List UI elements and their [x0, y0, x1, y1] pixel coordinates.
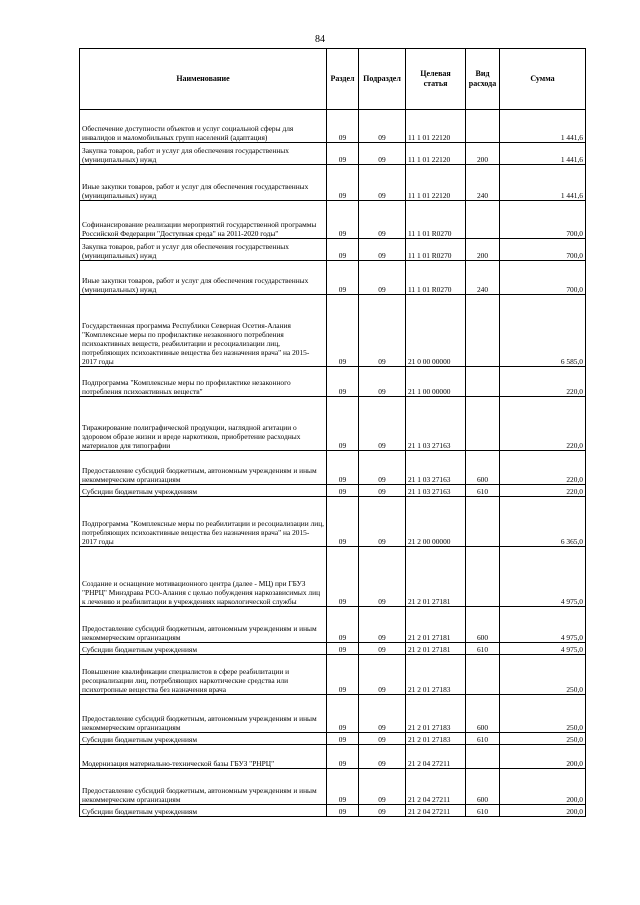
col-header-expense: Вид расхода [466, 49, 500, 110]
cell-name: Повышение квалификации специалистов в сфере реабилитации и ресоциализации лиц, потребляющих наркотические средства или психотропные вещества без назначения врача [80, 655, 327, 695]
table-row [80, 110, 586, 143]
table-row [80, 165, 586, 201]
cell-name: Предоставление субсидий бюджетным, автономным учреждениям и иным некоммерческим организациям [80, 607, 327, 643]
cell-name: Обеспечение доступности объектов и услуг социальной сферы для инвалидов и маломобильных групп населений (адаптация) [80, 110, 327, 143]
table-row [80, 547, 586, 607]
cell-subsection: 09 [359, 143, 406, 165]
cell-expense [466, 367, 500, 397]
cell-section: 09 [327, 607, 359, 643]
table-row [80, 143, 586, 165]
cell-expense [466, 201, 500, 239]
cell-target: 11 1 01 22120 [406, 143, 466, 165]
table-row [80, 643, 586, 655]
table-row [80, 201, 586, 239]
cell-subsection: 09 [359, 643, 406, 655]
cell-target: 21 1 03 27163 [406, 485, 466, 497]
cell-expense [466, 110, 500, 143]
cell-target: 21 2 01 27181 [406, 643, 466, 655]
cell-target: 21 0 00 00000 [406, 295, 466, 367]
table-body [80, 110, 586, 817]
cell-expense [466, 745, 500, 769]
table-header-row [80, 49, 586, 110]
cell-sum: 700,0 [500, 239, 586, 261]
cell-name: Модернизация материально-технической базы ГБУЗ "РНРЦ" [80, 745, 327, 769]
cell-target: 11 1 01 R0270 [406, 201, 466, 239]
table-row [80, 655, 586, 695]
cell-subsection: 09 [359, 805, 406, 817]
cell-target: 21 2 00 00000 [406, 497, 466, 547]
table-row [80, 745, 586, 769]
cell-sum: 6 365,0 [500, 497, 586, 547]
table-row [80, 607, 586, 643]
cell-expense: 200 [466, 239, 500, 261]
table-row [80, 769, 586, 805]
cell-section: 09 [327, 733, 359, 745]
page-number: 84 [315, 34, 325, 45]
cell-section: 09 [327, 497, 359, 547]
cell-subsection: 09 [359, 769, 406, 805]
cell-name: Государственная программа Республики Северная Осетия-Алания "Комплексные меры по профилактике незаконного потребления психоактивных веществ, реабилитации и ресоциализации лиц, потребляющих психоактивные вещества без назначения врача" на 2015-2017 годы [80, 295, 327, 367]
cell-section: 09 [327, 165, 359, 201]
col-header-target: Целевая статья [406, 49, 466, 110]
cell-subsection: 09 [359, 607, 406, 643]
cell-section: 09 [327, 695, 359, 733]
table-row [80, 733, 586, 745]
cell-subsection: 09 [359, 110, 406, 143]
cell-expense: 600 [466, 769, 500, 805]
cell-name: Иные закупки товаров, работ и услуг для обеспечения государственных (муниципальных) нужд [80, 165, 327, 201]
cell-expense [466, 295, 500, 367]
cell-expense: 600 [466, 695, 500, 733]
cell-sum: 200,0 [500, 805, 586, 817]
cell-target: 21 1 03 27163 [406, 397, 466, 451]
cell-expense [466, 547, 500, 607]
cell-expense: 240 [466, 165, 500, 201]
table-row [80, 451, 586, 485]
cell-expense: 200 [466, 143, 500, 165]
cell-subsection: 09 [359, 201, 406, 239]
cell-expense: 600 [466, 451, 500, 485]
cell-section: 09 [327, 643, 359, 655]
cell-sum: 1 441,6 [500, 165, 586, 201]
cell-section: 09 [327, 261, 359, 295]
col-header-subsection: Подраздел [359, 49, 406, 110]
cell-sum: 200,0 [500, 769, 586, 805]
table-row [80, 239, 586, 261]
table-row [80, 695, 586, 733]
cell-subsection: 09 [359, 239, 406, 261]
cell-sum: 220,0 [500, 451, 586, 485]
col-header-name: Наименование [80, 49, 327, 110]
cell-sum: 4 975,0 [500, 607, 586, 643]
cell-expense [466, 655, 500, 695]
cell-name: Субсидии бюджетным учреждениям [80, 643, 327, 655]
cell-section: 09 [327, 451, 359, 485]
cell-name: Подпрограмма "Комплексные меры по реабилитации и ресоциализации лиц, потребляющих психоактивные вещества без назначения врача" на 2015-2017 годы [80, 497, 327, 547]
cell-section: 09 [327, 769, 359, 805]
table-row [80, 497, 586, 547]
cell-expense: 610 [466, 643, 500, 655]
cell-sum: 6 585,0 [500, 295, 586, 367]
cell-target: 21 2 04 27211 [406, 805, 466, 817]
cell-name: Тиражирование полиграфической продукции, наглядной агитации о здоровом образе жизни и вреде наркотиков, приобретение расходных материалов для типографии [80, 397, 327, 451]
cell-sum: 220,0 [500, 485, 586, 497]
cell-sum: 250,0 [500, 655, 586, 695]
cell-section: 09 [327, 110, 359, 143]
cell-sum: 1 441,6 [500, 110, 586, 143]
col-header-sum: Сумма [500, 49, 586, 110]
budget-table [79, 48, 586, 817]
cell-subsection: 09 [359, 295, 406, 367]
cell-target: 11 1 01 R0270 [406, 261, 466, 295]
cell-name: Предоставление субсидий бюджетным, автономным учреждениям и иным некоммерческим организациям [80, 451, 327, 485]
cell-name: Предоставление субсидий бюджетным, автономным учреждениям и иным некоммерческим организациям [80, 769, 327, 805]
cell-target: 21 1 00 00000 [406, 367, 466, 397]
col-header-section: Раздел [327, 49, 359, 110]
cell-section: 09 [327, 745, 359, 769]
cell-subsection: 09 [359, 367, 406, 397]
cell-target: 21 1 03 27163 [406, 451, 466, 485]
cell-sum: 700,0 [500, 201, 586, 239]
cell-subsection: 09 [359, 695, 406, 733]
cell-sum: 4 975,0 [500, 643, 586, 655]
table-row [80, 485, 586, 497]
cell-section: 09 [327, 201, 359, 239]
table-row [80, 805, 586, 817]
cell-expense [466, 397, 500, 451]
cell-subsection: 09 [359, 165, 406, 201]
cell-name: Иные закупки товаров, работ и услуг для обеспечения государственных (муниципальных) нужд [80, 261, 327, 295]
cell-sum: 4 975,0 [500, 547, 586, 607]
cell-sum: 1 441,6 [500, 143, 586, 165]
cell-expense: 610 [466, 733, 500, 745]
cell-section: 09 [327, 143, 359, 165]
cell-target: 11 1 01 R0270 [406, 239, 466, 261]
cell-target: 21 2 01 27183 [406, 695, 466, 733]
cell-target: 21 2 01 27181 [406, 607, 466, 643]
cell-section: 09 [327, 295, 359, 367]
cell-name: Создание и оснащение мотивационного центра (далее - МЦ) при ГБУЗ "РНРЦ" Минздрава РСО-Алания с целью побуждения наркозависимых лиц к лечению и реабилитации в учреждениях наркологической службы [80, 547, 327, 607]
cell-name: Подпрограмма "Комплексные меры по профилактике незаконного потребления психоактивных веществ" [80, 367, 327, 397]
cell-expense: 610 [466, 805, 500, 817]
cell-section: 09 [327, 805, 359, 817]
cell-name: Субсидии бюджетным учреждениям [80, 733, 327, 745]
cell-expense: 610 [466, 485, 500, 497]
cell-section: 09 [327, 547, 359, 607]
cell-sum: 250,0 [500, 695, 586, 733]
cell-name: Софинансирование реализации мероприятий государственной программы Российской Федерации "Доступная среда" на 2011-2020 годы" [80, 201, 327, 239]
cell-sum: 250,0 [500, 733, 586, 745]
cell-expense: 600 [466, 607, 500, 643]
cell-subsection: 09 [359, 547, 406, 607]
cell-subsection: 09 [359, 261, 406, 295]
cell-subsection: 09 [359, 451, 406, 485]
cell-expense: 240 [466, 261, 500, 295]
cell-target: 21 2 01 27183 [406, 655, 466, 695]
cell-section: 09 [327, 397, 359, 451]
cell-subsection: 09 [359, 497, 406, 547]
cell-target: 21 2 01 27183 [406, 733, 466, 745]
cell-name: Субсидии бюджетным учреждениям [80, 805, 327, 817]
table-row [80, 261, 586, 295]
table-row [80, 295, 586, 367]
cell-name: Предоставление субсидий бюджетным, автономным учреждениям и иным некоммерческим организациям [80, 695, 327, 733]
cell-subsection: 09 [359, 397, 406, 451]
cell-sum: 200,0 [500, 745, 586, 769]
cell-target: 11 1 01 22120 [406, 165, 466, 201]
cell-expense [466, 497, 500, 547]
cell-sum: 700,0 [500, 261, 586, 295]
cell-section: 09 [327, 655, 359, 695]
cell-name: Субсидии бюджетным учреждениям [80, 485, 327, 497]
cell-target: 21 2 04 27211 [406, 769, 466, 805]
cell-target: 21 2 01 27181 [406, 547, 466, 607]
cell-section: 09 [327, 485, 359, 497]
cell-name: Закупка товаров, работ и услуг для обеспечения государственных (муниципальных) нужд [80, 239, 327, 261]
cell-section: 09 [327, 239, 359, 261]
cell-sum: 220,0 [500, 397, 586, 451]
cell-target: 21 2 04 27211 [406, 745, 466, 769]
cell-section: 09 [327, 367, 359, 397]
table-row [80, 367, 586, 397]
table-row [80, 397, 586, 451]
cell-subsection: 09 [359, 485, 406, 497]
cell-subsection: 09 [359, 655, 406, 695]
cell-sum: 220,0 [500, 367, 586, 397]
cell-subsection: 09 [359, 733, 406, 745]
cell-subsection: 09 [359, 745, 406, 769]
cell-name: Закупка товаров, работ и услуг для обеспечения государственных (муниципальных) нужд [80, 143, 327, 165]
cell-target: 11 1 01 22120 [406, 110, 466, 143]
